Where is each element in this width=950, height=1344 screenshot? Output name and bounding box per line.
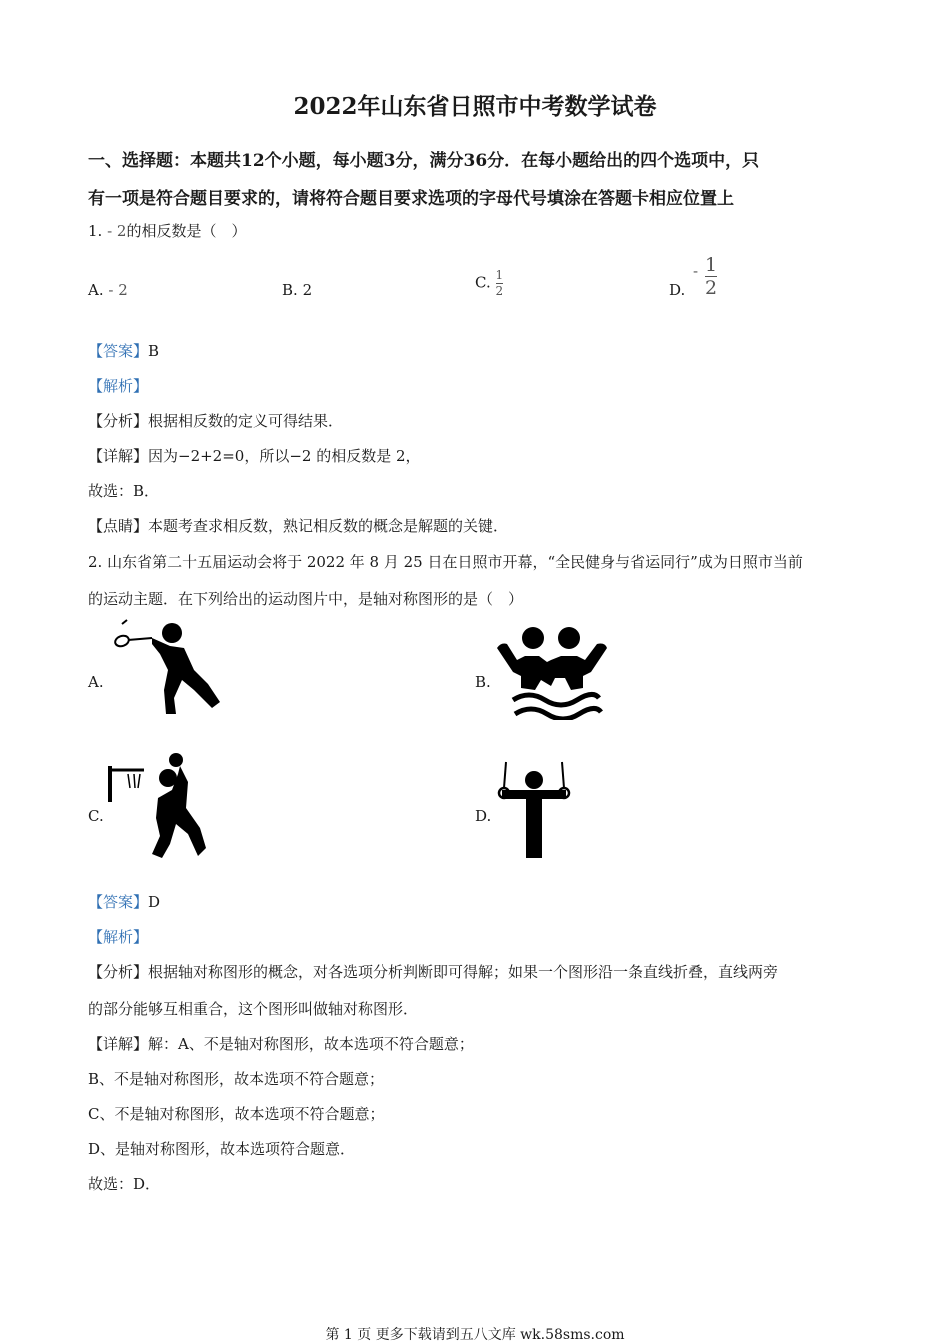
q2-option-d-explanation: D、是轴对称图形，故本选项符合题意．	[88, 1140, 356, 1158]
q1-analysis-tag: 【解析】	[88, 377, 149, 395]
page-footer: 第 1 页 更多下载请到五八文库 wk.58sms.com	[325, 1327, 625, 1343]
q2-fenxi-line-2: 的部分能够互相重合，这个图形叫做轴对称图形．	[88, 1000, 419, 1018]
section-heading-line-2: 有一项是符合题目要求的，请将符合题目要求选项的字母代号填涂在答题卡相应位置上	[88, 189, 734, 209]
q1-guxuan: 故选：B．	[88, 482, 160, 500]
q1-answer-value: B	[148, 342, 160, 360]
q2-analysis-tag: 【解析】	[88, 928, 149, 946]
q1-dianjing: 【点睛】本题考查求相反数，熟记相反数的概念是解题的关键．	[88, 517, 509, 535]
q2-xiangjie: 【详解】解：A、不是轴对称图形，故本选项不符合题意；	[88, 1035, 474, 1053]
q1-option-b-label: B.	[282, 281, 298, 299]
q1-number: 1.	[88, 222, 103, 240]
q1-stem	[88, 220, 247, 241]
q2-stem-line-2: 的运动主题．在下列给出的运动图片中，是轴对称图形的是（ ）	[88, 590, 524, 608]
q1-stem-text: 的相反数是（ ）	[126, 222, 247, 240]
q1-option-c-label: C.	[475, 273, 491, 292]
q2-option-a-label: A.	[88, 673, 104, 691]
q2-guxuan: 故选：D．	[88, 1175, 161, 1193]
q2-answer	[88, 891, 160, 912]
basketball-player-icon	[106, 752, 216, 862]
q2-answer-value: D	[148, 893, 161, 911]
section-heading-line-1: 一、选择题：本题共12个小题，每小题3分，满分36分．在每小题给出的四个选项中，只	[88, 151, 760, 171]
q1-option-b	[282, 281, 312, 299]
q2-option-c-label: C.	[88, 807, 104, 825]
badminton-player-icon	[108, 618, 223, 718]
q2-stem-line-1: 2. 山东省第二十五届运动会将于 2022 年 8 月 25 日在日照市开幕，“全民健身与省运同行”成为日照市当前	[88, 553, 803, 571]
q1-option-c-denominator: 2	[495, 284, 504, 298]
q1-option-d-sign: -	[693, 262, 699, 280]
q1-option-c-numerator: 1	[495, 268, 504, 282]
q2-option-b-explanation: B、不是轴对称图形，故本选项不符合题意；	[88, 1070, 385, 1088]
rings-gymnast-icon	[494, 760, 574, 862]
q1-expression: - 2	[107, 222, 127, 240]
q2-option-b-label: B.	[475, 673, 491, 691]
q1-option-c	[475, 268, 503, 299]
q1-xiangjie: 【详解】因为−2+2=0，所以−2 的相反数是 2，	[88, 447, 421, 465]
q1-option-b-value: 2	[302, 281, 313, 299]
q1-fenxi: 【分析】根据相反数的定义可得结果．	[88, 412, 344, 430]
q1-answer-tag: 【答案】	[88, 342, 149, 360]
page-title: 2022年山东省日照市中考数学试卷	[293, 93, 657, 120]
synchronized-swimmers-icon	[495, 620, 610, 720]
q1-option-d-fraction	[705, 254, 717, 299]
q1-option-a	[88, 281, 128, 299]
q1-option-c-fraction	[496, 268, 504, 299]
q2-answer-tag: 【答案】	[88, 893, 149, 911]
q2-option-c-explanation: C、不是轴对称图形，故本选项不符合题意；	[88, 1105, 385, 1123]
q2-option-d-label: D.	[475, 807, 492, 825]
q1-option-d-numerator: 1	[705, 254, 718, 276]
q1-option-a-value: - 2	[108, 281, 128, 299]
q1-option-d-denominator: 2	[705, 277, 718, 299]
q1-option-a-label: A.	[88, 281, 104, 299]
q1-answer	[88, 340, 159, 361]
q2-fenxi-line-1: 【分析】根据轴对称图形的概念，对各选项分析判断即可得解；如果一个图形沿一条直线折叠，直线两旁	[88, 963, 779, 981]
q1-option-d-label: D.	[669, 281, 686, 299]
